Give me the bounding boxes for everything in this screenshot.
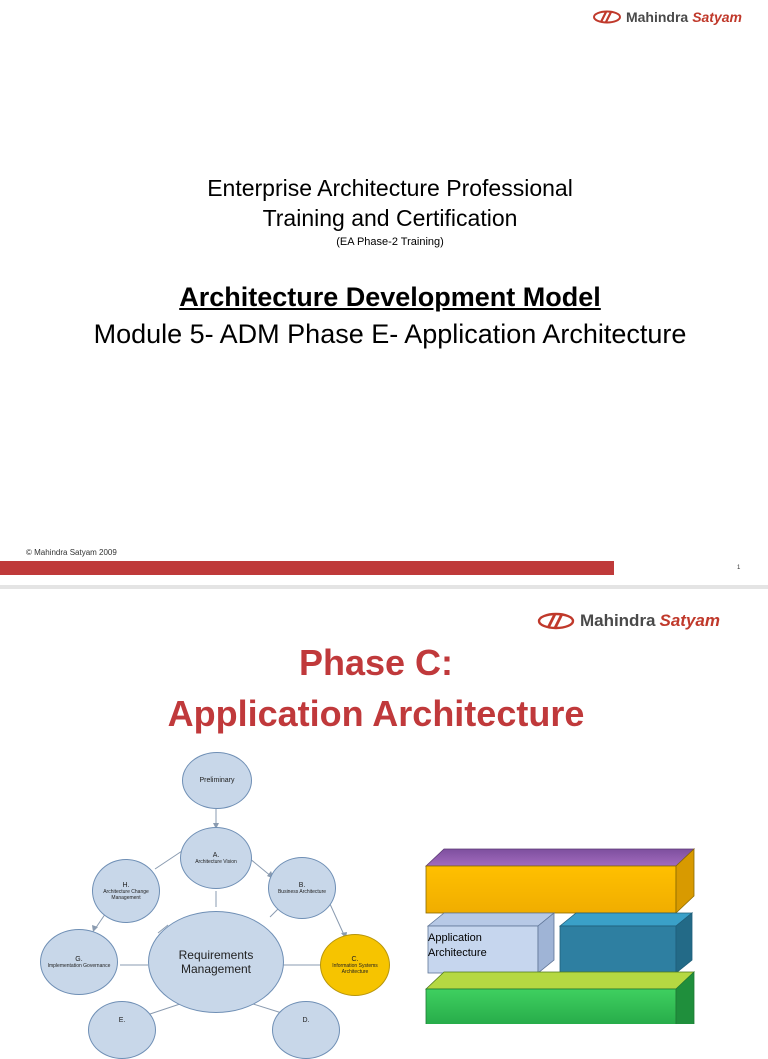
phase-c-node[interactable]: [320, 934, 390, 996]
phase-b-letter: B.: [298, 881, 306, 889]
phase-title-line1: Phase C:: [298, 642, 454, 683]
phase-e-letter: E.: [118, 1016, 126, 1024]
phase-e-node[interactable]: [88, 1001, 156, 1059]
phase-c-letter: C.: [351, 955, 359, 963]
preliminary-node[interactable]: [182, 752, 252, 809]
phase-title-line2: Application Architecture: [167, 693, 585, 734]
phase-a-node[interactable]: [180, 827, 252, 889]
phase-h-label: Architecture Change Management: [103, 888, 149, 901]
phase-d-node[interactable]: [272, 1001, 340, 1059]
brand-name-part1: Mahindra: [579, 611, 656, 630]
application-architecture-label: Application Architecture: [428, 932, 487, 959]
mahindra-logo-icon: [536, 612, 576, 630]
footer-bar: [0, 561, 614, 575]
brand-name-part1: Mahindra: [625, 9, 689, 25]
course-title-line1: Enterprise Architecture Professional: [207, 175, 573, 201]
slide-2: [0, 589, 768, 1024]
phase-b-label: Business Architecture: [277, 888, 327, 895]
module-name: Module 5- ADM Phase E- Application Architecture: [93, 319, 687, 349]
phase-b-node[interactable]: [268, 857, 336, 919]
requirements-management-node[interactable]: [148, 911, 284, 1013]
page-number: 1: [737, 565, 741, 571]
phase-a-label: Architecture Vision: [195, 858, 237, 865]
phase-h-letter: H.: [122, 881, 130, 889]
phase-c-label: Information Systems Architecture: [332, 962, 378, 975]
phase-h-node[interactable]: [92, 859, 160, 923]
brand-logo: [592, 9, 742, 25]
mahindra-logo-icon: [592, 10, 622, 24]
phase-g-node[interactable]: [40, 929, 118, 995]
course-title-line2: Training and Certification: [262, 205, 518, 231]
architecture-layers-graphic: [420, 844, 720, 1024]
adm-cycle-diagram: [0, 739, 420, 1024]
phase-d-letter: D.: [302, 1016, 310, 1024]
brand-name-part2: Satyam: [659, 611, 720, 630]
copyright-text: © Mahindra Satyam 2009: [26, 548, 117, 557]
module-heading: Architecture Development Model: [179, 282, 601, 312]
preliminary-label: Preliminary: [199, 777, 235, 784]
course-subtitle: (EA Phase-2 Training): [336, 236, 444, 248]
phase-g-letter: G.: [75, 955, 83, 963]
phase-g-label: Implementation Governance: [47, 962, 111, 969]
requirements-management-label: Requirements Management: [178, 948, 254, 976]
brand-logo-2: [536, 611, 720, 631]
brand-name-part2: Satyam: [692, 9, 742, 25]
phase-a-letter: A.: [212, 851, 220, 859]
